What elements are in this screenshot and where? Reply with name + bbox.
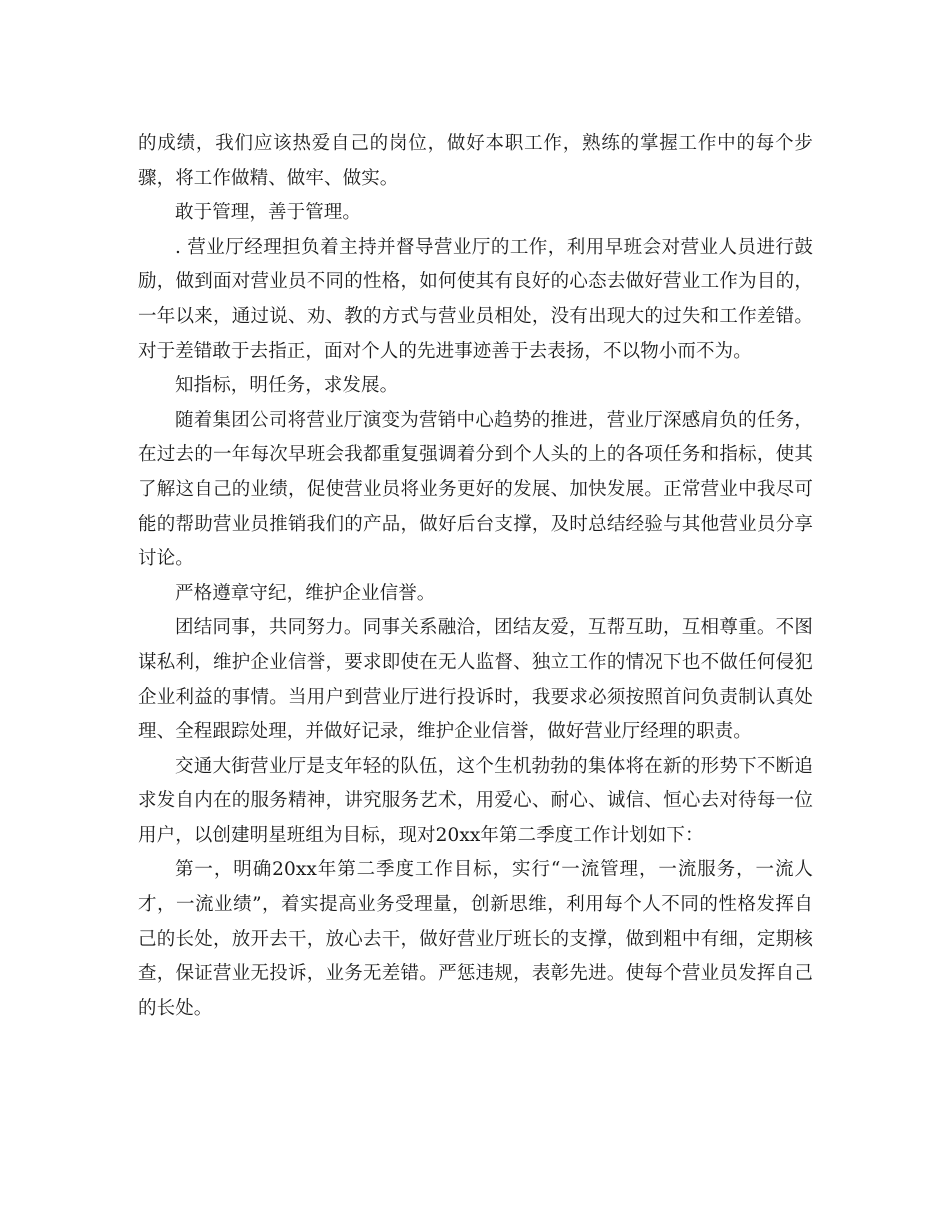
document-body [138,127,813,1026]
paragraph: 团结同事，共同努力。同事关系融洽，团结友爱，互帮互助，互相尊重。不图谋私利，维护企业信誉，要求即使在无人监督、独立工作的情况下也不做任何侵犯企业利益的事情。当用户到营业厅进行投诉时，我要求必须按照首问负责制认真处理、全程跟踪处理，并做好记录，维护企业信誉，做好营业厅经理的职责。 [138,617,813,743]
section-heading: 严格遵章守纪，维护企业信誉。 [175,582,436,604]
paragraph: 随着集团公司将营业厅演变为营销中心趋势的推进，营业厅深感肩负的任务，在过去的一年每次早班会我都重复强调着分到个人头的上的各项任务和指标，使其了解这自己的业绩，促使营业员将业务更好的发展、加快发展。正常营业中我尽可能的帮助营业员推销我们的产品，做好后台支撑，及时总结经验与其他营业员分享讨论。 [138,409,813,570]
paragraph: . 营业厅经理担负着主持并督导营业厅的工作，利用早班会对营业人员进行鼓励，做到面对营业员不同的性格，如何使其有良好的心态去做好营业工作为目的，一年以来，通过说、劝、教的方式与营业员相处，没有出现大的过失和工作差错。对于差错敢于去指正，面对个人的先进事迹善于去表扬，不以物小而不为。 [138,236,813,362]
paragraph: 第一，明确20xx年第二季度工作目标，实行“一流管理，一流服务，一流人才，一流业绩”，着实提高业务受理量，创新思维，利用每个人不同的性格发挥自己的长处，放开去干，放心去干，做好营业厅班长的支撑，做到粗中有细，定期核查，保证营业无投诉，业务无差错。严惩违规，表彰先进。使每个营业员发挥自己的长处。 [138,859,813,1019]
section-heading: 敢于管理，善于管理。 [175,202,362,224]
section-heading: 知指标，明任务，求发展。 [175,375,399,397]
paragraph: 交通大街营业厅是支年轻的队伍，这个生机勃勃的集体将在新的形势下不断追求发自内在的服务精神，讲究服务艺术，用爱心、耐心、诚信、恒心去对待每一位用户，以创建明星班组为目标，现对20xx年第二季度工作计划如下： [138,755,813,846]
paragraph: 的成绩，我们应该热爱自己的岗位，做好本职工作，熟练的掌握工作中的每个步骤，将工作做精、做牢、做实。 [138,133,813,189]
